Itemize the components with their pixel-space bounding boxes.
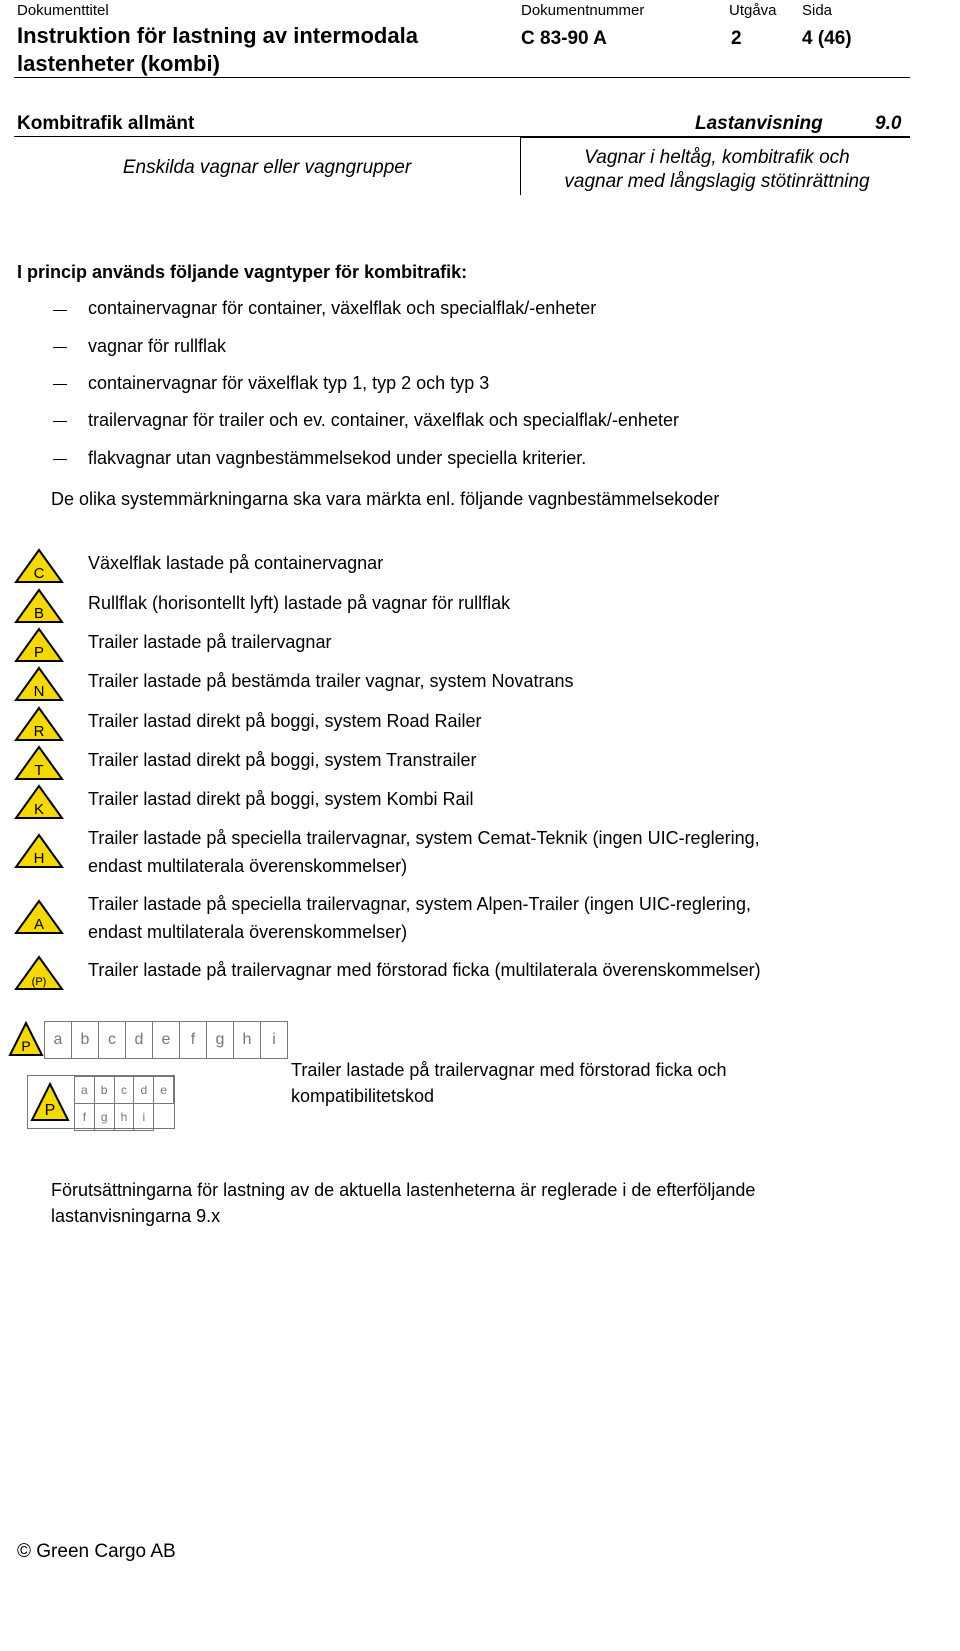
code-cell: f [180,1022,207,1059]
code-cell: i [261,1022,288,1059]
copyright: © Green Cargo AB [17,1541,176,1562]
symbol-description-line1: Trailer lastade på speciella trailervagnar, system Cemat-Teknik (ingen UIC-reglering, [88,828,760,848]
compat-code-table [74,1076,174,1131]
document-edition: 2 [731,28,742,49]
warning-triangle-icon [14,706,64,742]
label-document-number: Dokumentnummer [521,2,645,19]
triangle-letter: A [33,916,45,933]
dash-bullet [53,421,67,422]
symbol-description [88,824,928,880]
compat-description [291,1057,727,1109]
intro-note: De olika systemmärkningarna ska vara märkta enl. följande vagnbestämmelsekoder [51,489,720,509]
list-item: containervagnar för växelflak typ 1, typ 2 och typ 3 [88,373,490,393]
symbol-description [88,746,928,774]
code-cell: i [134,1104,154,1131]
compat-description-line1: Trailer lastade på trailervagnar med förstorad ficka och [291,1060,727,1080]
list-item: containervagnar för container, växelflak och specialflak/-enheter [88,298,597,318]
warning-triangle-icon [14,955,64,991]
label-document-title: Dokumenttitel [17,2,109,19]
symbol-description [88,589,928,617]
code-cell: d [134,1077,154,1104]
code-cell: e [154,1077,174,1104]
footer-note-line1: Förutsättningarna för lastning av de aktuella lastenheterna är reglerade i de efterföljande [51,1180,756,1200]
symbol-description [88,549,928,577]
document-title-line1: Instruktion för lastning av intermodala [17,23,418,48]
dash-bullet [53,310,67,311]
triangle-letter: C [33,565,45,582]
symbol-description-line1: Trailer lastade på trailervagnar [88,632,332,652]
compat-code-row [44,1021,288,1059]
symbol-description-line1: Trailer lastade på bestämda trailer vagnar, system Novatrans [88,671,574,691]
warning-triangle-icon [14,666,64,702]
triangle-letter: K [33,801,45,818]
symbol-description-line1: Trailer lastad direkt på boggi, system Transtrailer [88,750,477,770]
symbol-description [88,628,928,656]
compat-code-grid [27,1075,175,1129]
compat-description-line2: kompatibilitetskod [291,1086,435,1106]
symbol-description [88,667,928,695]
code-cell: c [99,1022,126,1059]
code-cell: h [234,1022,261,1059]
header-divider [14,77,910,78]
tab-single-wagons: Enskilda vagnar eller vagngrupper [122,157,412,178]
document-number: C 83-90 A [521,28,607,49]
triangle-letter: (P) [31,976,47,988]
footer-note [51,1177,755,1229]
code-cell: g [207,1022,234,1059]
symbol-description-line2: endast multilaterala överenskommelser) [88,922,408,942]
code-cell: c [114,1077,134,1104]
triangle-letter: P [44,1102,56,1119]
intro-heading: I princip används följande vagntyper för kombitrafik: [17,262,468,282]
warning-triangle-icon [14,784,64,820]
document-title-line2: lastenheter (kombi) [17,51,220,76]
tab-right-top [520,137,910,138]
tab-block-trains-line1: Vagnar i heltåg, kombitrafik och [584,147,850,168]
warning-triangle-icon [14,627,64,663]
triangle-letter: P [33,644,45,661]
symbol-description-line2: endast multilaterala överenskommelser) [88,856,408,876]
list-item: trailervagnar för trailer och ev. container, växelflak och specialflak/-enheter [88,410,679,430]
symbol-description-line1: Rullflak (horisontellt lyft) lastade på vagnar för rullflak [88,593,511,613]
warning-triangle-icon [14,588,64,624]
triangle-letter: N [33,683,45,700]
section-number: 9.0 [875,113,902,134]
symbol-description [88,707,928,735]
symbol-description [88,785,928,813]
triangle-letter: B [33,605,45,622]
code-cell: e [153,1022,180,1059]
label-page: Sida [802,2,833,19]
symbol-description [88,956,928,984]
code-cell: g [94,1104,114,1131]
tab-separator [520,137,521,195]
dash-bullet [53,347,67,348]
section-title: Kombitrafik allmänt [17,113,195,134]
symbol-description-line1: Trailer lastade på speciella trailervagnar, system Alpen-Trailer (ingen UIC-reglering, [88,894,751,914]
tab-block-trains [522,146,912,194]
warning-triangle-icon [30,1082,70,1122]
triangle-letter: H [33,850,45,867]
list-item: vagnar för rullflak [88,336,227,356]
tab-block-trains-line2: vagnar med långslagig stötinrättning [564,171,870,192]
dash-bullet [53,384,67,385]
footer-note-line2: lastanvisningarna 9.x [51,1206,221,1226]
warning-triangle-icon [14,548,64,584]
code-cell: a [45,1022,72,1059]
triangle-letter: P [21,1038,31,1054]
warning-triangle-icon [14,745,64,781]
code-cell: a [75,1077,95,1104]
symbol-description [88,890,928,946]
warning-triangle-icon [14,899,64,935]
code-cell: b [72,1022,99,1059]
symbol-description-line1: Trailer lastade på trailervagnar med förstorad ficka (multilaterala överenskommelser) [88,960,761,980]
label-edition: Utgåva [729,2,777,19]
symbol-description-line1: Trailer lastad direkt på boggi, system Kombi Rail [88,789,474,809]
triangle-letter: R [33,723,45,740]
code-cell: f [75,1104,95,1131]
code-cell: d [126,1022,153,1059]
code-cell: h [114,1104,134,1131]
dash-bullet [53,459,67,460]
code-cell: b [94,1077,114,1104]
section-label: Lastanvisning [695,113,823,134]
list-item: flakvagnar utan vagnbestämmelsekod under speciella kriterier. [88,448,587,468]
symbol-description-line1: Växelflak lastade på containervagnar [88,553,384,573]
symbol-description-line1: Trailer lastad direkt på boggi, system Road Railer [88,711,482,731]
warning-triangle-icon [14,833,64,869]
warning-triangle-icon [8,1021,44,1057]
triangle-letter: T [34,762,44,779]
page-number: 4 (46) [802,28,852,49]
